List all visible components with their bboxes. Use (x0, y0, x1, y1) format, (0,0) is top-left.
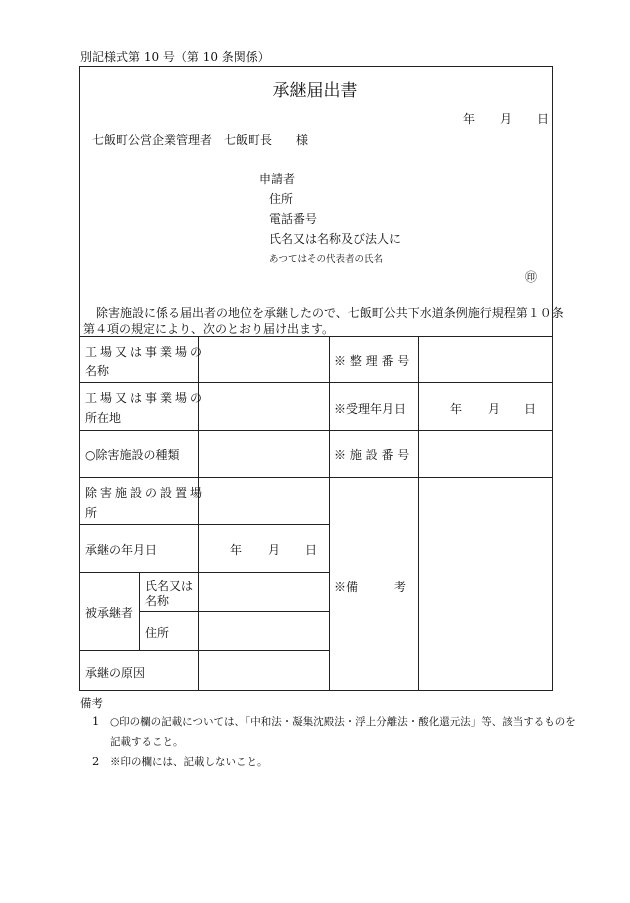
predecessor-name-label-2: 名称 (145, 594, 170, 608)
applicant-name-note: あつてはその代表者の氏名 (269, 254, 384, 265)
row-divider (139, 611, 329, 612)
applicant-name-label: 氏名又は名称及び法人に (269, 232, 402, 246)
receipt-month: 月 (488, 402, 501, 416)
receipt-day: 日 (524, 402, 537, 416)
note-1-line-1: ○印の欄の記載については、「中和法・凝集沈殿法・浮上分離法・酸化還元法」等、該当するものを (110, 716, 576, 728)
row-divider (79, 650, 329, 651)
note-number-2: 2 (92, 754, 100, 768)
factory-location-label-1: 工場又は事業場の (85, 391, 206, 405)
date-month: 月 (500, 112, 513, 126)
column-divider (418, 336, 419, 691)
date-year: 年 (463, 112, 476, 126)
row-divider (79, 477, 553, 478)
succession-year: 年 (230, 543, 243, 557)
row-divider (79, 572, 329, 573)
page-title: 承継届出書 (272, 81, 358, 101)
row-divider (79, 382, 553, 383)
column-divider (329, 336, 330, 691)
notes-heading: 備考 (80, 696, 103, 710)
factory-location-label-2: 所在地 (85, 411, 122, 425)
date-day: 日 (537, 112, 550, 126)
table-top-border (79, 336, 553, 337)
applicant-address-label: 住所 (269, 192, 294, 206)
form-label: 別記様式第 10 号（第 10 条関係） (80, 50, 270, 64)
row-divider (79, 524, 329, 525)
statement-line-2: 第４項の規定により、次のとおり届け出ます。 (83, 322, 335, 336)
receipt-date-label: ※受理年月日 (334, 402, 407, 416)
succession-date-label: 承継の年月日 (85, 543, 158, 557)
predecessor-name-label-1: 氏名又は (145, 579, 194, 593)
facility-place-label-2: 所 (85, 506, 98, 520)
addressee: 七飯町公営企業管理者 七飯町長 様 (92, 133, 309, 147)
applicant-heading: 申請者 (259, 172, 296, 186)
factory-name-label-2: 名称 (85, 364, 110, 378)
predecessor-label: 被承継者 (85, 606, 134, 620)
facility-type-label: ○除害施設の種類 (85, 448, 180, 462)
facility-place-label-1: 除害施設の設置場 (85, 486, 206, 500)
control-number-label: ※ 整 理 番 号 (334, 354, 410, 368)
succession-reason-label: 承継の原因 (85, 666, 146, 680)
note-2-line-1: ※印の欄には、記載しないこと。 (110, 756, 268, 768)
remarks-label: ※備 考 (334, 580, 407, 594)
note-number-1: 1 (92, 714, 100, 728)
receipt-year: 年 (450, 402, 463, 416)
predecessor-address-label: 住所 (145, 626, 170, 640)
factory-name-label-1: 工場又は事業場の (85, 345, 206, 359)
succession-day: 日 (305, 543, 318, 557)
seal-mark: ㊞ (525, 270, 538, 284)
succession-month: 月 (268, 543, 281, 557)
row-divider (79, 430, 553, 431)
applicant-phone-label: 電話番号 (269, 212, 318, 226)
note-1-line-2: 記載すること。 (110, 736, 184, 748)
statement-line-1: 除害施設に係る届出者の地位を承継したので、七飯町公共下水道条例施行規程第１０条 (96, 306, 564, 320)
column-divider (139, 572, 140, 650)
facility-number-label: ※ 施 設 番 号 (334, 448, 410, 462)
